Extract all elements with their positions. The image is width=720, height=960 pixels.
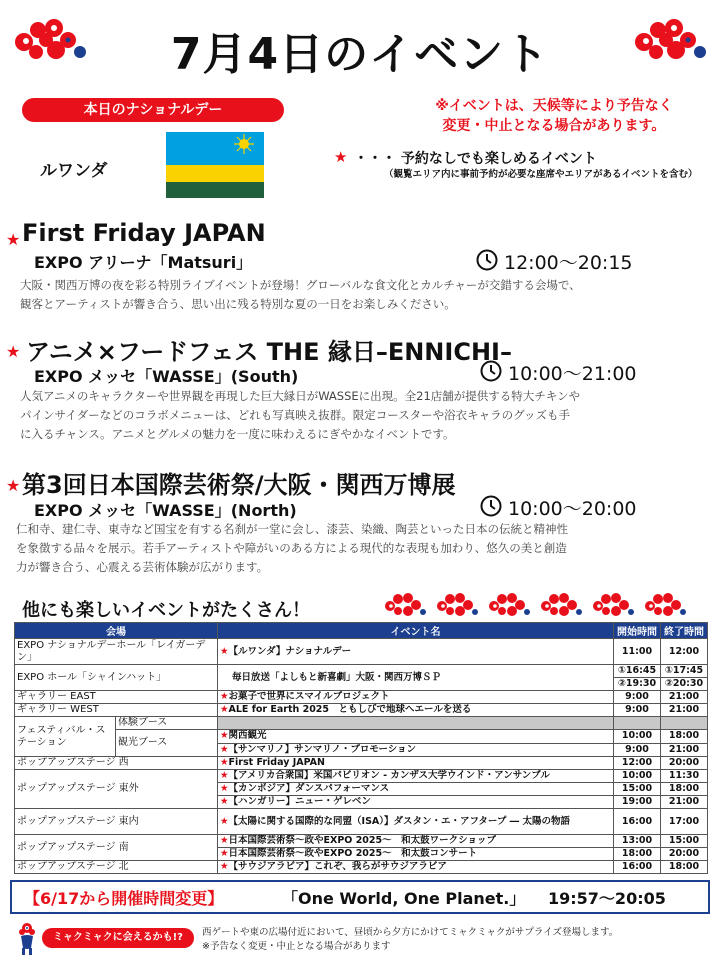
star-icon: ★: [220, 691, 229, 702]
event-name: 【サウジアラビア】これぞ、我らがサウジアラビア: [228, 861, 447, 872]
end-time-cell: [661, 717, 708, 730]
venue-cell: EXPO ナショナルデーホール「レイガーデン」: [15, 639, 218, 665]
table-row: [15, 757, 708, 770]
end-time-cell: 21:00: [661, 796, 708, 809]
table-row: [15, 809, 708, 835]
start-time-cell: 11:00: [614, 639, 661, 665]
event-venue: EXPO メッセ「WASSE」(North): [34, 501, 297, 520]
event-description: [20, 276, 710, 314]
venue-sub-list: [115, 717, 217, 756]
venue-sub-booth: 体験ブース: [116, 717, 217, 730]
table-row: [15, 835, 708, 848]
star-icon: ★: [220, 835, 229, 846]
start-time-cell: 9:00: [614, 691, 661, 704]
notice-line: 変更・中止となる場合があります。: [442, 118, 666, 134]
event-title: アニメ×フードフェス THE 縁日–ENNICHI–: [26, 338, 512, 366]
start-time-cell: 18:00: [614, 848, 661, 861]
footer-note: 西ゲートや東の広場付近において、昼頃から夕方にかけてミャクミャクがサプライズ登場します。: [202, 927, 619, 938]
star-icon: ★: [6, 342, 21, 361]
end-time-cell: 21:00: [661, 704, 708, 717]
end-time-cell: 15:00: [661, 835, 708, 848]
venue-cell: ポップアップステージ 南: [15, 835, 218, 861]
table-row: [15, 639, 708, 665]
event-name: 【ハンガリー】ニュー・ゲレベン: [228, 796, 371, 807]
event-name-cell: [218, 639, 614, 665]
event-name: 関西観光: [228, 730, 267, 742]
star-icon: ★: [6, 230, 21, 249]
table-row: [15, 770, 708, 783]
event-name-cell: [218, 783, 614, 796]
header-start-time: 開始時間: [614, 623, 661, 639]
venue-cell: ギャラリー EAST: [15, 691, 218, 704]
notice-line: ※イベントは、天候等により予告なく: [435, 98, 673, 114]
start-time-cell: ①16:45: [614, 665, 661, 678]
show-name: 「One World, One Planet.」: [282, 889, 526, 908]
star-icon: ★: [220, 730, 229, 742]
event-time: 10:00～20:00: [508, 498, 637, 520]
end-time-cell: 21:00: [661, 691, 708, 704]
end-time-cell: 20:00: [661, 757, 708, 770]
start-time-cell: 15:00: [614, 783, 661, 796]
venue-cell: ポップアップステージ 東内: [15, 809, 218, 835]
national-day-label: 本日のナショナルデー: [22, 98, 284, 122]
description-line: に入るチャンス。アニメとグルメの魅力を一度に味わえるにぎやかなイベントです。: [20, 427, 455, 441]
expo-logo-icon: [630, 14, 710, 64]
venue-name: フェスティバル・ステーション: [17, 724, 106, 748]
venue-cell: ギャラリー WEST: [15, 704, 218, 717]
event-name-cell: [218, 757, 614, 770]
event-name: 【ルワンダ】ナショナルデー: [228, 645, 352, 657]
expo-logo-row-icon: [382, 590, 712, 618]
more-events-title: 他にも楽しいイベントがたくさん！: [22, 600, 310, 621]
description-line: 人気アニメのキャラクターや世界観を再現した巨大縁日がWASSEに出現。全21店舗が提供する特大チキンや: [20, 389, 581, 403]
star-icon: ★: [220, 770, 229, 781]
header-end-time: 終了時間: [661, 623, 708, 639]
legend-star-icon: ★: [334, 148, 348, 166]
star-icon: ★: [220, 757, 229, 768]
description-line: パインサイダーなどのコラボメニューは、どれも写真映え抜群。限定コースターや浴衣キャラのグッズも手: [20, 408, 571, 422]
table-row: [15, 665, 708, 678]
venue-cell: ポップアップステージ 西: [15, 757, 218, 770]
start-time-cell: 12:00: [614, 757, 661, 770]
end-time-cell: 17:00: [661, 809, 708, 835]
end-time-cell: 11:30: [661, 770, 708, 783]
event-name-cell: [218, 704, 614, 717]
star-icon: ★: [220, 848, 229, 859]
end-time-cell: ②20:30: [661, 678, 708, 691]
venue-sub-booth: 観光ブース: [118, 737, 168, 748]
description-line: 力が響き合う、心震える芸術体験が広がります。: [16, 560, 269, 574]
table-row: [15, 691, 708, 704]
events-table: [14, 622, 708, 874]
description-line: 仁和寺、建仁寺、東寺など国宝を有する名刹が一堂に会し、漆芸、染織、陶芸といった日本の伝統と精神性: [16, 522, 568, 536]
event-venue: EXPO メッセ「WASSE」(South): [34, 367, 299, 386]
event-title: 第3回日本国際芸術祭/大阪・関西万博展: [22, 471, 456, 499]
event-name-cell: [218, 665, 614, 691]
event-name-cell: [218, 835, 614, 848]
description-line: 観客とアーティストが響き合う、思い出に残る特別な夏の一日をお楽しみください。: [20, 297, 456, 311]
event-time: 12:00～20:15: [504, 252, 633, 274]
event-name: 日本国際芸術祭～政やEXPO 2025～ 和太鼓ワークショップ: [228, 835, 496, 846]
myaku-myaku-mascot-icon: [16, 922, 38, 956]
start-time-cell: ②19:30: [614, 678, 661, 691]
event-name-cell: [218, 743, 614, 756]
end-time-cell: 20:00: [661, 848, 708, 861]
star-icon: ★: [6, 476, 21, 495]
table-row: [15, 717, 708, 730]
event-name-cell: [218, 730, 614, 743]
star-icon: ★: [220, 815, 229, 827]
event-name-cell: [218, 848, 614, 861]
national-day-country: ルワンダ: [40, 161, 108, 181]
event-name: 【アメリカ合衆国】米国パビリオン - カンザス大学ウインド・アンサンブル: [228, 770, 550, 781]
end-time-cell: 18:00: [661, 861, 708, 874]
start-time-cell: [614, 717, 661, 730]
venue-cell: ポップアップステージ 北: [15, 861, 218, 874]
venue-cell: ポップアップステージ 東外: [15, 770, 218, 809]
event-name-cell: [218, 691, 614, 704]
star-icon: ★: [220, 743, 229, 755]
event-description: [20, 387, 710, 444]
event-name: 毎日放送「よしもと新喜劇」大阪・関西万博ＳＰ: [232, 671, 442, 683]
end-time-cell: 18:00: [661, 730, 708, 743]
star-icon: ★: [220, 796, 229, 807]
end-time-cell: 12:00: [661, 639, 708, 665]
description-line: 大阪・関西万博の夜を彩る特別ライブイベントが登場！グローバルな食文化とカルチャーが交錯する会場で、: [20, 278, 581, 292]
event-name-cell: [218, 717, 614, 730]
start-time-cell: 13:00: [614, 835, 661, 848]
event-name: First Friday JAPAN: [228, 757, 325, 768]
schedule-change-label: 【6/17から開催時間変更】: [24, 889, 224, 908]
event-name-cell: [218, 796, 614, 809]
start-time-cell: 16:00: [614, 861, 661, 874]
clock-icon: [476, 249, 498, 271]
legend-text: ・・・ 予約なしでも楽しめるイベント: [354, 151, 597, 167]
end-time-cell: 21:00: [661, 743, 708, 756]
legend-subtext: （観覧エリア内に事前予約が必要な座席やエリアがあるイベントを含む）: [384, 169, 698, 180]
star-icon: ★: [220, 645, 229, 657]
event-title: First Friday JAPAN: [22, 219, 266, 247]
star-icon: ★: [220, 861, 229, 872]
start-time-cell: 10:00: [614, 730, 661, 743]
event-description: [16, 520, 710, 577]
header-venue: 会場: [15, 623, 218, 639]
event-name: 【カンボジア】ダンスパフォーマンス: [228, 783, 390, 794]
event-name-cell: [218, 861, 614, 874]
start-time-cell: 9:00: [614, 743, 661, 756]
expo-logo-icon: [10, 14, 90, 64]
description-line: を象徴する品々を展示。若手アーティストや障がいのある方による現代的な表現も加わり、悠久の美と創造: [16, 541, 567, 555]
event-venue: EXPO アリーナ「Matsuri」: [34, 253, 253, 272]
event-time: 10:00～21:00: [508, 363, 637, 385]
event-name: 日本国際芸術祭～政やEXPO 2025～ 和太鼓コンサート: [228, 848, 478, 859]
end-time-cell: 18:00: [661, 783, 708, 796]
event-name: 【太陽に関する国際的な同盟（ISA）】ダスタン・エ・アフタープ ― 太陽の物語: [228, 815, 570, 827]
end-time-cell: ①17:45: [661, 665, 708, 678]
start-time-cell: 19:00: [614, 796, 661, 809]
star-icon: ★: [220, 783, 229, 794]
start-time-cell: 10:00: [614, 770, 661, 783]
star-icon: ★: [220, 704, 229, 715]
table-row: [15, 704, 708, 717]
header-event-name: イベント名: [218, 623, 614, 639]
start-time-cell: 9:00: [614, 704, 661, 717]
venue-cell: EXPO ホール「シャインハット」: [15, 665, 218, 691]
venue-cell: [15, 717, 218, 757]
footer-disclaimer: ※予告なく変更・中止となる場合があります: [202, 941, 391, 952]
event-name: 【サンマリノ】サンマリノ・プロモーション: [228, 743, 417, 755]
event-name: お菓子で世界にスマイルプロジェクト: [228, 691, 390, 702]
table-row: [15, 861, 708, 874]
notice-text: [404, 96, 704, 136]
table-header-row: [15, 623, 708, 639]
start-time-cell: 16:00: [614, 809, 661, 835]
event-name-cell: [218, 809, 614, 835]
event-name-cell: [218, 770, 614, 783]
event-name: ALE for Earth 2025 ともしびで地球へエールを送る: [228, 704, 472, 715]
clock-icon: [480, 495, 502, 517]
clock-icon: [480, 360, 502, 382]
myaku-myaku-label: ミャクミャクに会えるかも!?: [42, 928, 194, 948]
rwanda-flag-icon: [166, 132, 264, 198]
page-title: 7月4日のイベント: [170, 29, 550, 80]
show-time: 19:57～20:05: [548, 889, 666, 908]
